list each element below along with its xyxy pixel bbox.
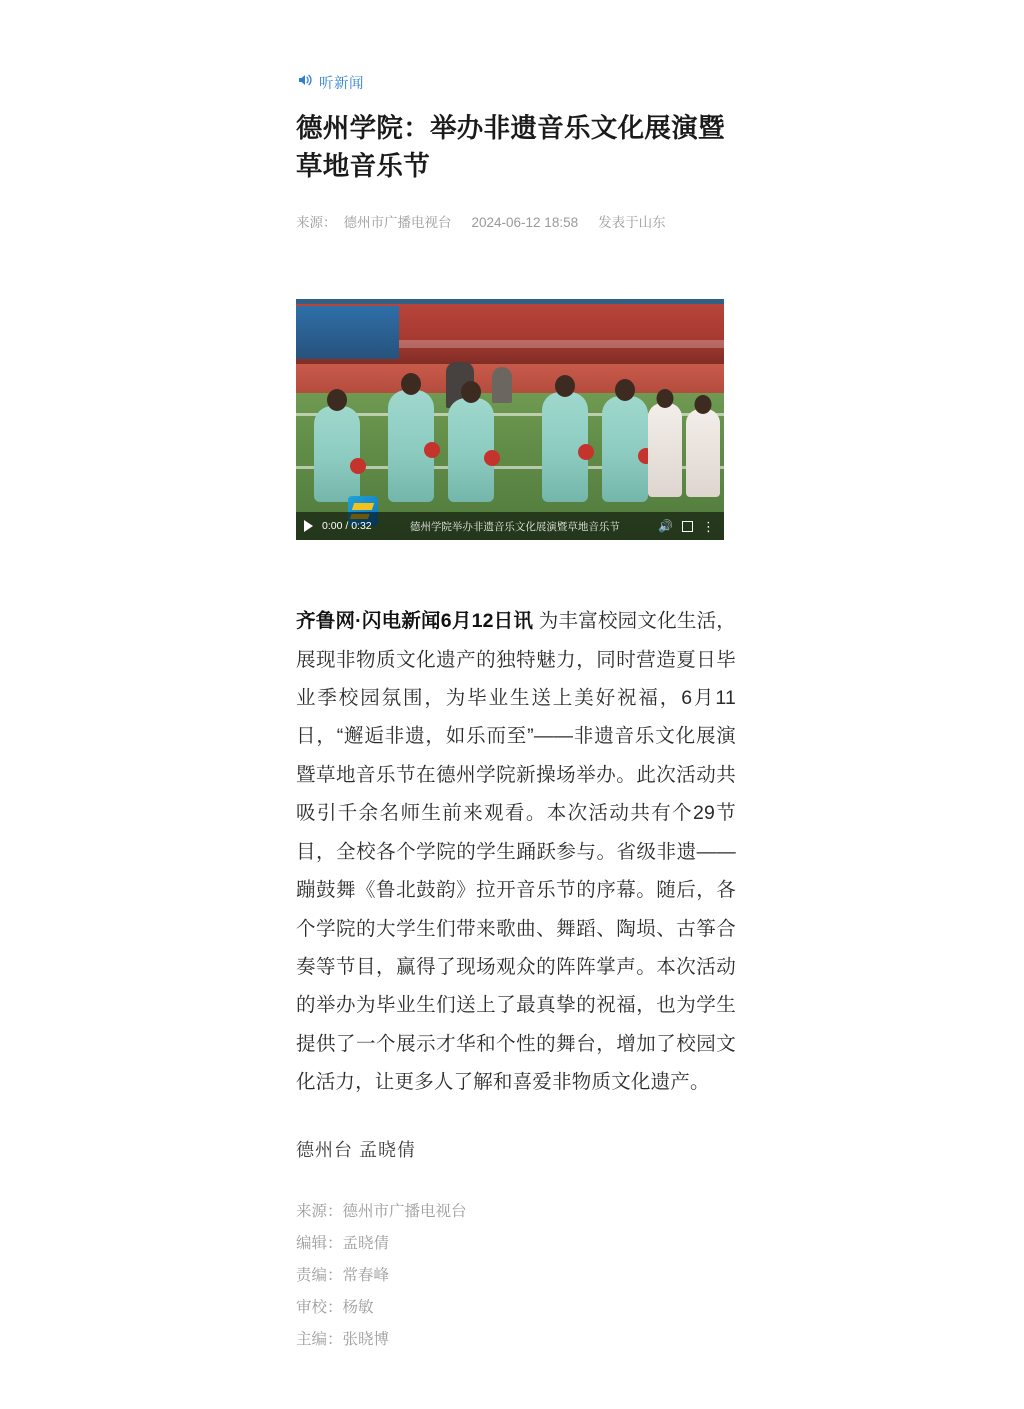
credit-line: 主编：张晓博 xyxy=(296,1330,390,1348)
video-performer xyxy=(314,406,360,502)
video-performer-white xyxy=(648,403,682,497)
video-caption: 德州学院举办非遗音乐文化展演暨草地音乐节 xyxy=(409,520,620,533)
video-controls[interactable] xyxy=(296,512,724,540)
video-blue-banner xyxy=(296,306,399,359)
credit-line: 责编：常春峰 xyxy=(296,1266,390,1284)
article-container xyxy=(296,0,736,1356)
more-options-icon[interactable]: ⋮ xyxy=(702,518,716,534)
video-performer xyxy=(602,396,648,502)
video-performer xyxy=(388,390,434,502)
meta-source-label: 来源： xyxy=(296,215,337,231)
article-signature: 德州台 孟晓倩 xyxy=(296,1139,417,1160)
article-lead: 齐鲁网·闪电新闻6月12日讯 xyxy=(296,610,534,633)
credit-line: 编辑：孟晓倩 xyxy=(296,1234,390,1252)
article-body xyxy=(296,602,736,1101)
video-time-display: 0:00 / 0:32 xyxy=(322,520,372,533)
meta-location: 发表于山东 xyxy=(598,215,666,231)
article-credits xyxy=(296,1196,736,1356)
listen-news-button[interactable] xyxy=(296,72,736,92)
meta-source-value: 德州市广播电视台 xyxy=(343,215,452,231)
video-performer-white xyxy=(686,409,720,497)
video-background-figure xyxy=(492,367,512,403)
play-icon[interactable] xyxy=(304,520,313,532)
credit-line: 来源：德州市广播电视台 xyxy=(296,1202,467,1220)
fullscreen-icon[interactable] xyxy=(682,521,693,532)
video-player[interactable] xyxy=(296,299,724,540)
volume-icon[interactable]: 🔊 xyxy=(658,519,673,534)
article-meta xyxy=(296,211,736,231)
speaker-icon xyxy=(296,72,313,93)
video-performer xyxy=(448,398,494,502)
meta-datetime: 2024-06-12 18:58 xyxy=(471,215,579,231)
credit-line: 审校：杨敏 xyxy=(296,1298,374,1316)
article-body-text: 为丰富校园文化生活，展现非物质文化遗产的独特魅力，同时营造夏日毕业季校园氛围，为毕业生送上美好祝福，6月11日，“邂逅非遗，如乐而至”——非遗音乐文化展演暨草地音乐节在德州学院新操场举办。此次活动共吸引千余名师生前来观看。本次活动共有个29节目，全校各个学院的学生踊跃参与。省级非遗——蹦鼓舞《鲁北鼓韵》拉开音乐节的序幕。随后，各个学院的大学生们带来歌曲、舞蹈、陶埙、古筝合奏等节目，赢得了现场观众的阵阵掌声。本次活动的举办为毕业生们送上了最真挚的祝福，也为学生提供了一个展示才华和个性的舞台，增加了校园文化活力，让更多人了解和喜爱非物质文化遗产。 xyxy=(296,610,736,1094)
page-title: 德州学院：举办非遗音乐文化展演暨草地音乐节 xyxy=(296,113,725,181)
video-performer xyxy=(542,392,588,502)
listen-news-label: 听新闻 xyxy=(319,75,364,92)
